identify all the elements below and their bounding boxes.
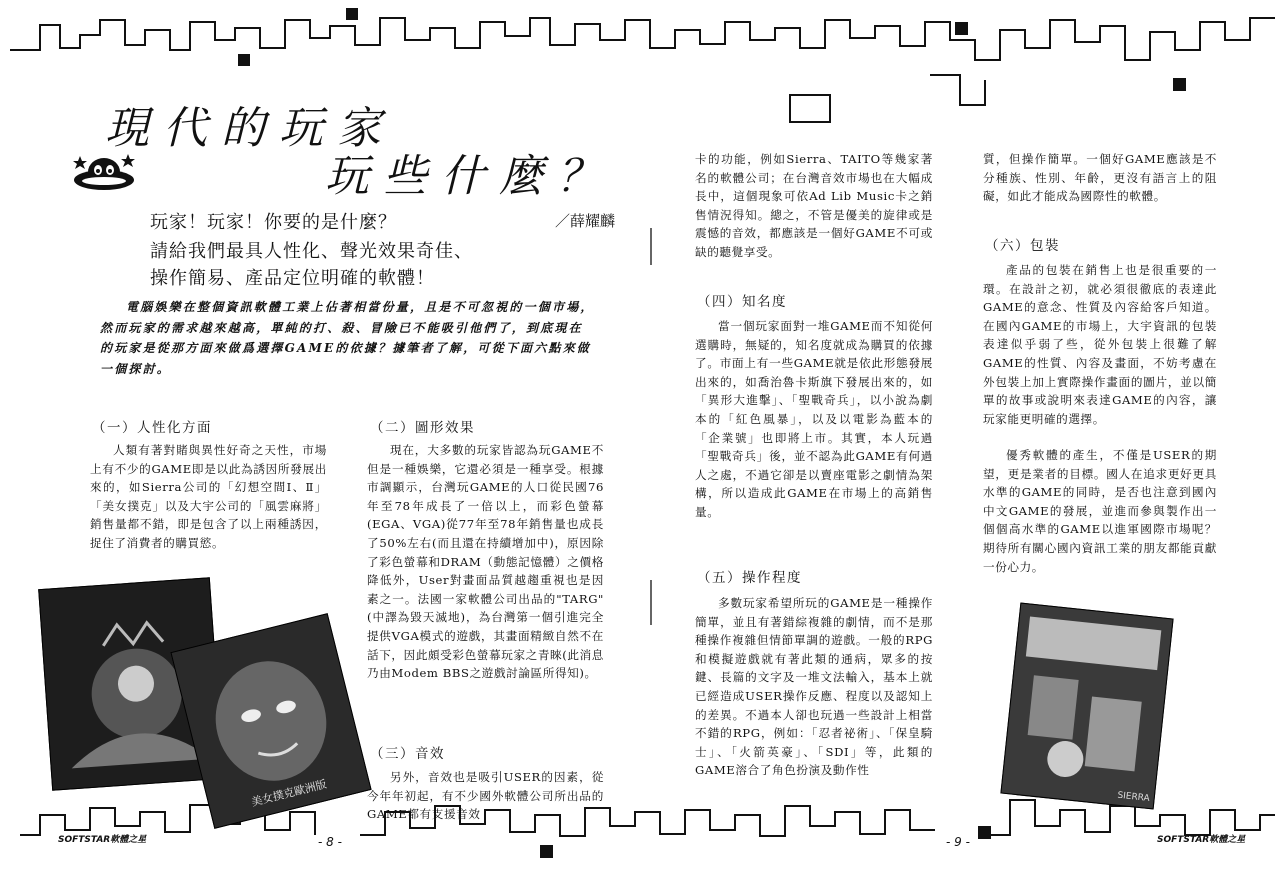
- conclusion-text: 優秀軟體的產生，不僅是USER的期望，更是業者的目標。國人在追求更好更具水準的GAME的同時，是否也注意到國內中文GAME的發展，並進而參與製作出一個個高水準的GAME以進軍國際市場呢？期待所有關心國內資訊工業的朋友都能貢獻一份心力。: [983, 448, 1217, 574]
- section-4-body: [695, 317, 933, 522]
- page-number-right: - 9 -: [946, 835, 970, 849]
- subtitle-line-2: 請給我們最具人性化、聲光效果奇佳、: [150, 241, 473, 262]
- section-5-heading: （五）操作程度: [697, 570, 802, 586]
- section-2-body: [367, 441, 604, 683]
- title-line-2: 玩些什麼？: [325, 151, 615, 202]
- subtitle-line-3: 操作簡易、產品定位明確的軟體！: [150, 268, 435, 289]
- section-2-text: 現在，大多數的玩家皆認為玩GAME不但是一種娛樂，它還必須是一種享受。根據市調顯示，台灣玩GAME的人口從民國76年至78年成長了一倍以上，而彩色螢幕(EGA、VGA)從77年至78年銷售量也成長了50%左右(而且還在持續增加中)，原因除了彩色螢幕和DRAM（動態記憶體）之價格降低外，User對畫面品質越趨重視也是因素之一。法國一家軟體公司出品的"TARG"(中譯為毀天滅地)，為台灣第一個引進完全提供VGA模式的遊戲，其畫面精緻自然不在話下，因此頗受彩色螢幕玩家之青睞(此消息乃由Modem BBS之遊戲討論區所得知)。: [367, 443, 604, 681]
- subtitle-question: 玩家！玩家！你要的是什麼？: [150, 212, 397, 233]
- section-5-body: [695, 594, 933, 780]
- game-box-art: [1001, 604, 1172, 809]
- footer-left-label: SOFTSTAR軟體之星: [58, 835, 147, 845]
- section-3-body-continued: [695, 150, 933, 262]
- conclusion-body: [983, 446, 1217, 576]
- section-1-body: [90, 441, 327, 553]
- section-1-heading: （一）人性化方面: [92, 420, 212, 436]
- section-4-text: 當一個玩家面對一堆GAME而不知從何選購時，無疑的，知名度就成為購買的依據了。市面上有一些GAME就是依此形態發展出來的，如喬治魯卡斯旗下發展出來的，如「異形大進擊」、「聖戰奇兵」，以小說為劇本的「紅色風暴」，以及以電影為藍本的「企業號」也即將上市。其實，本人玩過「聖戰奇兵」後，並不認為此GAME有何過人之處，不過它卻是以賣座電影之劇情為架構，所以造成此GAME在市場上的高銷售量。: [695, 319, 933, 519]
- section-2-heading: （二）圖形效果: [370, 420, 475, 436]
- author-name: ／薛耀麟: [555, 212, 616, 230]
- section-3-heading: （三）音效: [370, 746, 445, 762]
- section-1-text: 人類有著對賭與異性好奇之天性，市場上有不少的GAME即是以此為誘因所發展出來的，如Sierra公司的「幻想空間Ⅰ、Ⅱ」「美女撲克」以及大宇公司的「風雲麻將」銷售量都不錯，即是包含了以上兩種誘因，捉住了消費者的購買慾。: [90, 443, 327, 550]
- game-box-photo-right: [1000, 602, 1173, 809]
- section-5-text-b: 質，但操作簡單。一個好GAME應該是不分種族、性別、年齡，更沒有語言上的阻礙，如此才能成為國際性的軟體。: [983, 152, 1217, 204]
- sierra-logo: SIERRA: [1116, 790, 1151, 805]
- section-6-heading: （六）包裝: [985, 238, 1060, 254]
- intro-paragraph: 電腦娛樂在整個資訊軟體工業上佔著相當份量，且是不可忽視的一個市場，然而玩家的需求越來越高，單純的打、殺、冒險已不能吸引他們了，到底現在的玩家是從那方面來做爲選擇GAME的依據？據筆者了解，可從下面六點來做一個探討。: [100, 300, 595, 376]
- section-6-body: [983, 261, 1217, 428]
- section-5-text-a: 多數玩家希望所玩的GAME是一種操作簡單，並且有著錯綜複雜的劇情，而不是那種操作複雜但情節單調的遊戲。一般的RPG 和模擬遊戲就有著此類的通病，眾多的按鍵、長篇的文字及一堆文法輸入，基本上就已經造成USER操作反應、程度以及認知上的差異。不過本人卻也玩過一些設計上相當不錯的RPG，例如：「忍者祕術」、「保皇騎士」、「火箭英豪」、「SDI」等，此類的GAME溶合了角色扮演及動作性: [695, 596, 933, 778]
- page-number-left: - 8 -: [318, 835, 342, 849]
- subtitle-request: [150, 238, 620, 292]
- section-3-body-start: [367, 768, 604, 824]
- footer-right-label: SOFTSTAR軟體之星: [1157, 835, 1246, 845]
- title-line-1: 現代的玩家: [105, 103, 395, 154]
- section-3-text-b: 卡的功能，例如Sierra、TAITO等幾家著名的軟體公司；在台灣音效市場也在大幅成長中，這個現象可依Ad Lib Music卡之銷售情況得知。總之，不管是優美的旋律或是震憾的音效，都應該是一個好GAME不可或缺的聽覺享受。: [695, 152, 933, 259]
- section-3-text-a: 另外，音效也是吸引USER的因素，從今年年初起，有不少國外軟體公司所出品的GAME都有支援音效: [367, 770, 604, 822]
- beauty-poker-caption: 美女撲克歐洲版: [250, 777, 328, 809]
- ufo-mascot-icon: [72, 150, 136, 196]
- section-5-body-continued: [983, 150, 1217, 206]
- section-4-heading: （四）知名度: [697, 294, 787, 310]
- section-6-text: 產品的包裝在銷售上也是很重要的一環。在設計之初，就必須很徹底的表達此GAME的意念、性質及內容給客戶知道。在國內GAME的市場上，大宇資訊的包裝表達似乎弱了些，從外包裝上很難了解GAME的性質、內容及畫面，不妨考慮在外包裝上加上實際操作畫面的圖片，並以簡單的故事或說明來表達GAME的內容，讓玩家能更明確的選擇。: [983, 263, 1217, 426]
